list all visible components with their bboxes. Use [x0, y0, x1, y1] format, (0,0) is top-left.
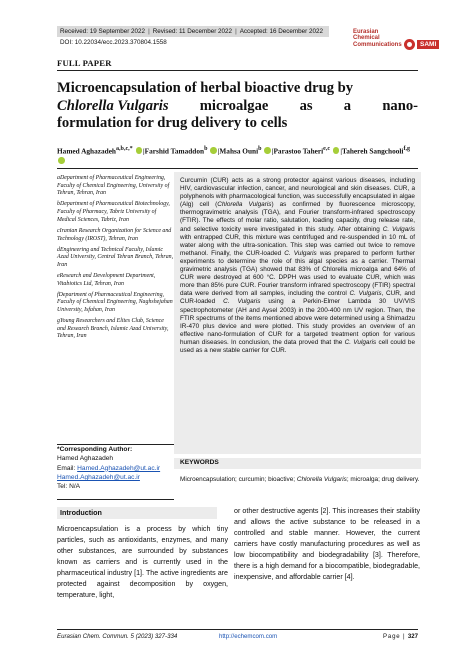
orcid-icon[interactable] [333, 147, 340, 154]
publisher-logo: SAMI [404, 39, 439, 50]
email-link[interactable]: Hamed.Aghazadeh@ut.ac.ir [77, 464, 161, 472]
divider [57, 444, 174, 445]
affiliation: bDepartment of Pharmaceutical Biotechnology, Faculty of Pharmacy, Tabriz University of Medical Sciences, Tabriz, Iran [57, 201, 170, 223]
footer-url[interactable]: http://echemcom.com [218, 633, 278, 640]
affiliation: dEngineering and Technical Faculty, Islamic Azad University, Central Tehran Branch, Tehran, Iran [57, 246, 174, 268]
page-number: Page | 327 [383, 633, 418, 640]
affiliation: gYoung Researchers and Elites Club, Science and Research Branch, Islamic Azad University, Tehran, Iran [57, 318, 169, 340]
keywords-heading: KEYWORDS [174, 458, 421, 469]
introduction-right-column: or other destructive agents [2]. This increases their stability and allows the active substance to be released in a controlled and stable manner. However, the current carriers have costly manufacturing procedures as well as low biocompatibility and biodegradability [3]. Therefore, there is a high demand for a biocompatible, biodegradable, inexpensive, and affordable carrier [4]. [234, 507, 420, 581]
publisher-logo-icon [404, 39, 415, 50]
divider [57, 70, 418, 71]
doi: DOI: 10.22034/ecc.2023.370804.1558 [60, 39, 167, 46]
corresponding-name: Hamed Aghazadeh [57, 455, 114, 463]
telephone: Tel: N/A [57, 483, 81, 491]
received-date: Received: 19 September 2022 [60, 28, 146, 35]
author: Tahereh Sangchooli [342, 146, 404, 156]
orcid-icon[interactable] [210, 147, 217, 154]
corresponding-author: *Corresponding Author: Hamed Aghazadeh Email: Hamed.Aghazadeh@ut.ac.ir Hamed.Aghazadeh@ut.ac.ir Tel: N/A [57, 445, 175, 491]
divider [57, 168, 418, 169]
affiliation: fDepartment of Pharmaceutical Engineering, Faculty of Chemical Engineering, Naghshejahan University, Isfahan, Iran [57, 291, 173, 314]
article-dates-bar [57, 26, 329, 37]
keywords-text: Microencapsulation; curcumin; bioactive; Chlorella Vulgaris; microalga; drug delivery. [180, 476, 420, 483]
affiliation: aDepartment of Pharmaceutical Engineering, Faculty of Chemical Engineering, University of Tehran, Tehran, Iran [57, 175, 170, 197]
footer-divider [57, 629, 418, 630]
email-link[interactable]: Hamed.Aghazadeh@ut.ac.ir [57, 473, 140, 481]
author: Parastoo Taheri [273, 146, 324, 156]
introduction-left-column: Microencapsulation is a process by which tiny particles, such as antioxidants, enzymes, and many other substances, are surrounded by substances known as carriers and is currently used in the pharmaceutical industry [1]. The active ingredients are protected against decomposition by oxygen, temperature, light, [57, 525, 228, 599]
affiliations [57, 175, 174, 344]
page-footer [57, 633, 418, 640]
divider [57, 499, 174, 500]
separator: | [235, 28, 237, 35]
affiliation: eResearch and Development Department, Vitabiotics Ltd, Tehran, Iran [57, 272, 156, 287]
paper-title: Microencapsulation of herbal bioactive drug by Chlorella Vulgaris microalgae as a nano- formulation for drug delivery to cells [57, 80, 418, 131]
orcid-icon[interactable] [136, 147, 143, 154]
author: Farshid Tamaddon [144, 146, 205, 156]
footer-journal: Eurasian Chem. Commun. 5 (2023) 327-334 [57, 633, 178, 640]
author-list: Hamed Aghazadeh$^{a,b,c,*}$ |Farshid Tamaddon$^b$ |Mahsa Ouni$^b$ |Parastoo Taheri$^{e,c}$ |Tahereh Sangchooli$^{f,g}$ [57, 144, 418, 166]
revised-date: Revised: 11 December 2022 [152, 28, 233, 35]
accepted-date: Accepted: 16 December 2022 [239, 28, 324, 35]
author: Hamed Aghazadeh [57, 146, 116, 156]
author: Mahsa Ouni [219, 146, 259, 156]
separator: | [148, 28, 150, 35]
orcid-icon[interactable] [58, 157, 65, 164]
abstract: Curcumin (CUR) acts as a strong protector against various diseases, including HIV, cardiovascular infection, cancer, and neurological and skin diseases. CUR, a polyphenols with pharmacological function, was successfully encapsulated in algae (Alg) cell (Chlorella Vulgaris) as confirmed by fluorescence microscopy, thermogravimetric analysis (TGA), and Fourier transform-infrared spectroscopy (FTIR). The effects of molar ratio, salutation, loading capacity, drug release rate, and selective toxicity were investigated in this study. After obtaining C. Vulgaris with entrapped CUR, this mixture was centrifuged and re-suspended in 10 mL of water along with the ultra-sonication. This step was carried out twice to remove methanol. Finally, the CUR-loaded C. Vulgaris was prepared to perform further experiments to determine the role of this algal species as a carrier. Thermal gravimetric analysis (TGA) showed that 83% of Chlorella microalga and 64% of CUR were destroyed at 600 °C. DPPH was used to evaluate CUR, which was more than 85% pure CUR. Fourier transform infrared spectroscopy (FTIR) spectral data were derived from all samples, including the control C. Vulgaris, CUR, and CUR-loaded C. Vulgaris using a Perkin-Elmer Lambda 30 UV/VIS spectrophotometer (AH and Aysel 2003) in the 200-400 nm UV region. Then, the FTIR spectrums of the items mentioned above were determined using a Shimadzu IR-470 plus device and were plotted. This study provides an overview of an effective nano-formulation of CUR for a targeted treatment option for various human diseases. In conclusion, the data proved that the C. Vulgaris cell could be used as a new stable carrier for CUR. [174, 172, 421, 454]
affiliation: cIranian Research Organization for Science and Technology (IROST), Tehran, Iran [57, 227, 172, 242]
orcid-icon[interactable] [264, 147, 271, 154]
corresponding-heading: *Corresponding Author: [57, 446, 133, 453]
paper-type: FULL PAPER [57, 58, 112, 68]
introduction-heading: Introduction [57, 507, 217, 519]
journal-logo: Eurasian Chemical Communications [353, 29, 402, 48]
